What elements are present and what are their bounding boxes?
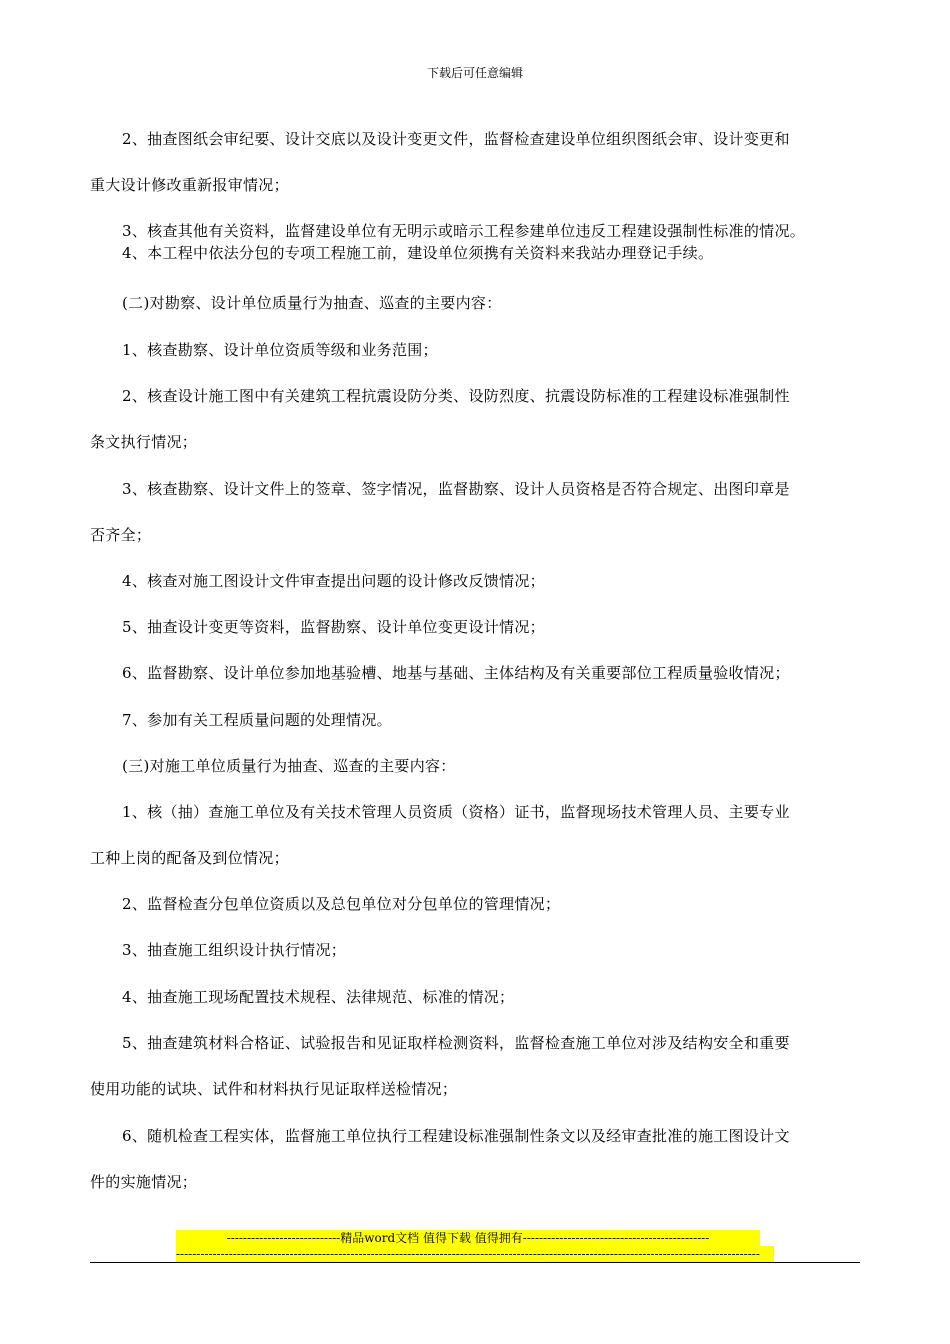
section-heading: (二)对勘察、设计单位质量行为抽查、巡查的主要内容： bbox=[122, 294, 502, 312]
footer-promo-text: ----------------------------精品word文档 值得下载 值得拥有---------------------------------------------- bbox=[176, 1230, 760, 1246]
paragraph: 3、抽查施工组织设计执行情况； bbox=[122, 941, 347, 959]
paragraph: 工种上岗的配备及到位情况； bbox=[90, 849, 289, 867]
paragraph: 6、随机检查工程实体，监督施工单位执行工程建设标准强制性条文以及经审查批准的施工图设计文 bbox=[122, 1127, 790, 1145]
paragraph: 1、核（抽）查施工单位及有关技术管理人员资质（资格）证书，监督现场技术管理人员、主要专业 bbox=[122, 803, 790, 821]
paragraph: 件的实施情况； bbox=[90, 1173, 198, 1191]
paragraph: 5、抽查设计变更等资料，监督勘察、设计单位变更设计情况； bbox=[122, 618, 545, 636]
footer-dash-line: ------------------------------------------------------------------------------------------------------------------------------------------------ bbox=[176, 1246, 774, 1262]
paragraph: 4、核查对施工图设计文件审查提出问题的设计修改反馈情况； bbox=[122, 572, 545, 590]
paragraph: 条文执行情况； bbox=[90, 433, 198, 451]
paragraph: 2、监督检查分包单位资质以及总包单位对分包单位的管理情况； bbox=[122, 895, 561, 913]
page-header: 下载后可任意编辑 bbox=[426, 66, 523, 80]
paragraph: 1、核查勘察、设计单位资质等级和业务范围； bbox=[122, 341, 438, 359]
paragraph: 5、抽查建筑材料合格证、试验报告和见证取样检测资料，监督检查施工单位对涉及结构安全和重要 bbox=[122, 1034, 790, 1052]
footer-rule bbox=[90, 1262, 860, 1263]
paragraph: 重大设计修改重新报审情况； bbox=[90, 176, 289, 194]
paragraph: 6、监督勘察、设计单位参加地基验槽、地基与基础、主体结构及有关重要部位工程质量验收情况； bbox=[122, 664, 790, 682]
section-heading: (三)对施工单位质量行为抽查、巡查的主要内容： bbox=[122, 757, 456, 775]
paragraph: 2、核查设计施工图中有关建筑工程抗震设防分类、设防烈度、抗震设防标准的工程建设标准强制性 bbox=[122, 387, 790, 405]
paragraph: 否齐全； bbox=[90, 526, 152, 544]
paragraph: 3、核查其他有关资料，监督建设单位有无明示或暗示工程参建单位违反工程建设强制性标准的情况。 bbox=[122, 222, 806, 240]
paragraph: 3、核查勘察、设计文件上的签章、签字情况，监督勘察、设计人员资格是否符合规定、出图印章是 bbox=[122, 480, 790, 498]
paragraph: 7、参加有关工程质量问题的处理情况。 bbox=[122, 711, 392, 729]
paragraph: 2、抽查图纸会审纪要、设计交底以及设计变更文件，监督检查建设单位组织图纸会审、设计变更和 bbox=[122, 130, 790, 148]
paragraph: 4、抽查施工现场配置技术规程、法律规范、标准的情况； bbox=[122, 988, 515, 1006]
paragraph: 4、本工程中依法分包的专项工程施工前，建设单位须携有关资料来我站办理登记手续。 bbox=[122, 244, 714, 262]
paragraph: 使用功能的试块、试件和材料执行见证取样送检情况； bbox=[90, 1080, 458, 1098]
